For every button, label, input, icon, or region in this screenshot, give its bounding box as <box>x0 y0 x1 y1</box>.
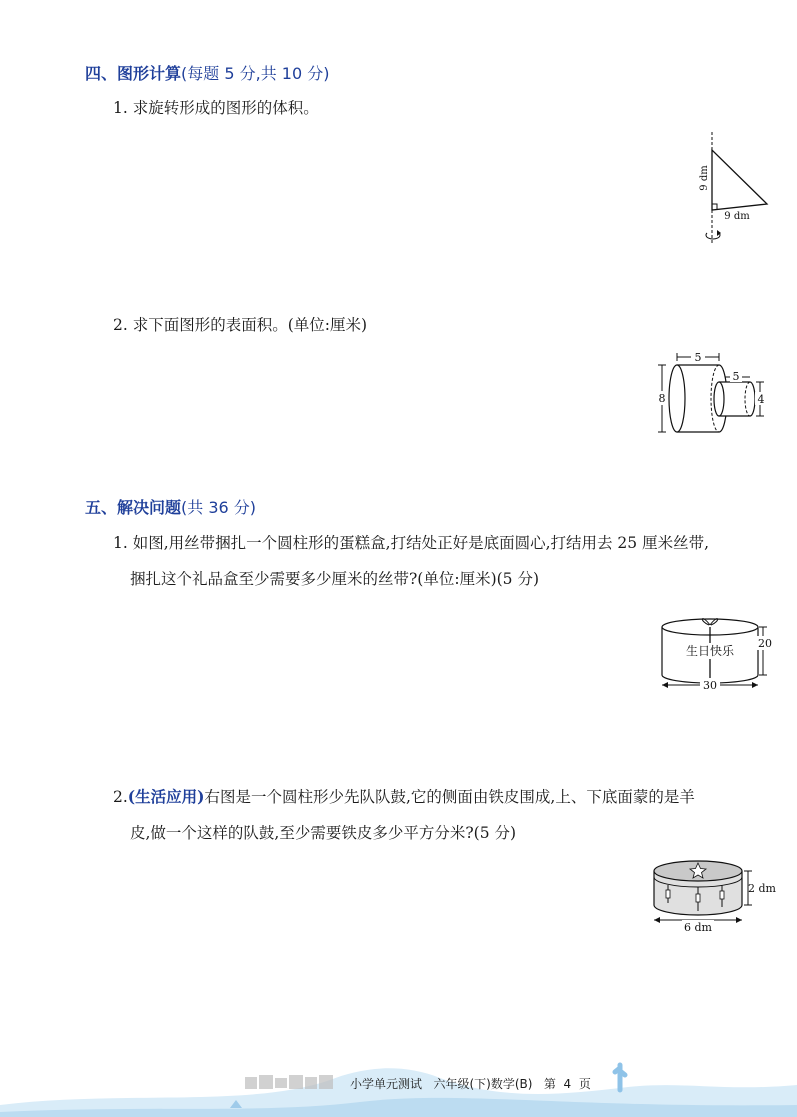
cake-width-label: 30 <box>703 679 717 692</box>
drum-width-label: 6 dm <box>684 921 712 934</box>
cake-height-label: 20 <box>758 637 772 650</box>
right-top-dim-label: 5 <box>732 370 740 383</box>
section-four-title <box>85 61 329 84</box>
drum-width-arrow-right-icon <box>736 917 742 923</box>
footer-page-suffix: 页 <box>578 1077 591 1091</box>
drum-height-label: 2 dm <box>748 882 776 895</box>
drum-figure <box>648 853 778 938</box>
left-dim-label: 8 <box>658 392 666 405</box>
rotation-triangle-figure <box>690 128 780 253</box>
cactus-icon <box>615 1065 625 1090</box>
top-dim-label: 5 <box>694 351 702 364</box>
drum-lug-3 <box>720 891 724 899</box>
big-cylinder-face <box>669 365 685 432</box>
footer-book-title: 小学单元测试 <box>350 1077 423 1091</box>
triangle-height-label: 9 dm <box>699 165 710 191</box>
section-five-title-points: (共 36 分) <box>181 498 257 517</box>
triangle-base-label: 9 dm <box>724 211 750 222</box>
section-four-title-main: 四、图形计算 <box>85 64 182 83</box>
question-5-2-number: 2. <box>113 788 128 806</box>
footer-page-number: 4 <box>563 1077 572 1091</box>
question-4-2: 2. 求下面图形的表面积。(单位:厘米) <box>113 316 368 334</box>
cake-box-text: 生日快乐 <box>685 644 735 658</box>
question-5-1-line2: 捆扎这个礼品盒至少需要多少厘米的丝带?(单位:厘米)(5 分) <box>130 570 540 588</box>
small-cylinder-face <box>714 382 724 416</box>
triangle-shape <box>712 150 767 210</box>
drum-lug-1 <box>666 890 670 898</box>
question-5-1-line1: 1. 如图,用丝带捆扎一个圆柱形的蛋糕盒,打结处正好是底面圆心,打结用去 25 厘米丝带, <box>113 534 710 552</box>
footer-blurred-logo <box>245 1075 337 1091</box>
combined-cylinders-figure <box>655 350 775 440</box>
footer-grade: 六年级(下)数学(B) <box>433 1077 533 1091</box>
cake-width-arrow-right-icon <box>752 682 758 688</box>
drum-lug-2 <box>696 894 700 902</box>
question-4-1: 1. 求旋转形成的图形的体积。 <box>113 99 319 117</box>
cake-box-figure <box>655 605 775 695</box>
footer <box>350 1075 591 1092</box>
section-four-title-points: (每题 5 分,共 10 分) <box>181 64 330 83</box>
question-5-2-text: 右图是一个圆柱形少先队队鼓,它的侧面由铁皮围成,上、下底面蒙的是羊 <box>204 788 695 806</box>
cake-width-arrow-left-icon <box>662 682 668 688</box>
question-5-2-line1 <box>113 787 695 807</box>
section-five-title <box>85 495 256 518</box>
right-dim-label: 4 <box>757 393 765 406</box>
drum-width-arrow-left-icon <box>654 917 660 923</box>
question-5-2-tag: (生活应用) <box>127 787 205 806</box>
footer-page-prefix: 第 <box>543 1077 556 1091</box>
question-5-2-line2: 皮,做一个这样的队鼓,至少需要铁皮多少平方分米?(5 分) <box>130 824 517 842</box>
section-five-title-main: 五、解决问题 <box>85 498 182 517</box>
